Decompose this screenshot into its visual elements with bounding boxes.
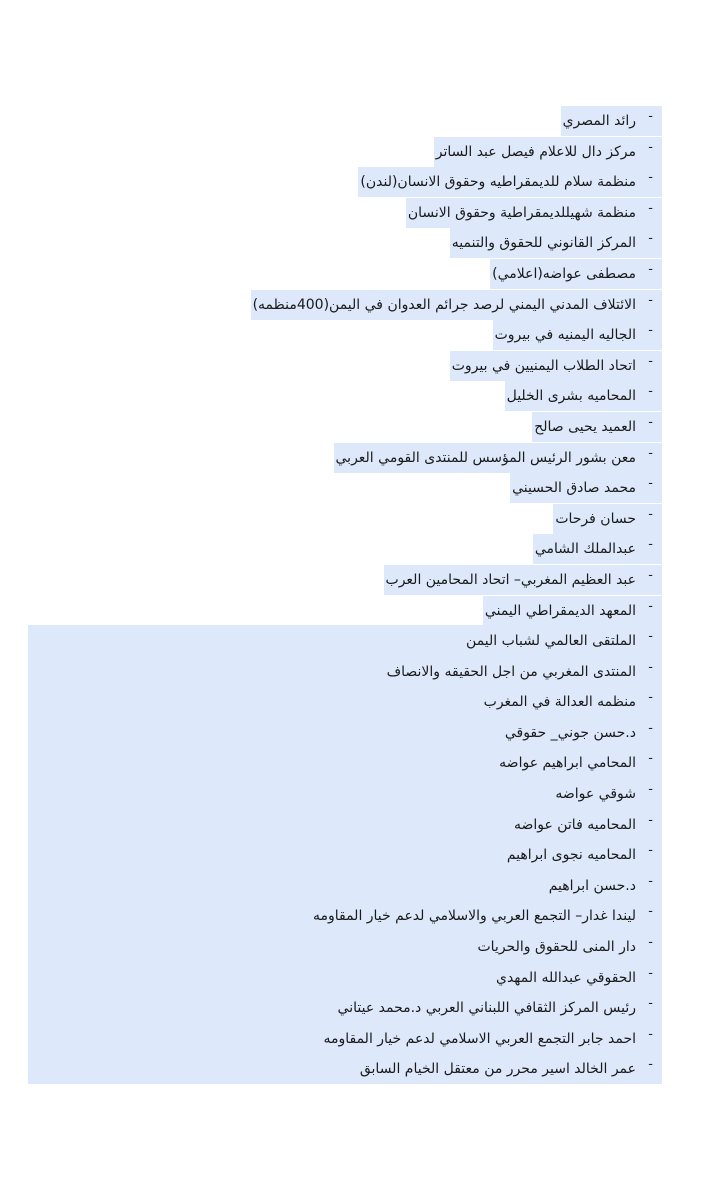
list-bullet: -: [648, 292, 653, 308]
list-item: [0, 657, 720, 688]
list-item-text[interactable]: شوقي عواضه: [555, 786, 636, 803]
list-item-text[interactable]: عبد العظيم المغربي– اتحاد المحامين العرب: [384, 565, 636, 595]
list-bullet: -: [648, 873, 653, 889]
list-item: [0, 596, 720, 627]
list-item: [0, 1024, 720, 1055]
list-bullet: -: [648, 414, 653, 430]
list-item: [0, 473, 720, 504]
list-item: [0, 167, 720, 198]
list-item: [0, 381, 720, 412]
list-item-text[interactable]: العميد يحيى صالح: [532, 412, 636, 442]
list-item-text[interactable]: الحقوقي عبدالله المهدي: [496, 969, 636, 986]
list-bullet: -: [648, 506, 653, 522]
list-bullet: -: [648, 598, 653, 614]
list-bullet: -: [648, 200, 653, 216]
list-bullet: -: [648, 751, 653, 767]
list-bullet: -: [648, 384, 653, 400]
list-item: [0, 810, 720, 841]
list-item-text[interactable]: د.حسن جوني_ حقوقي: [504, 724, 636, 741]
list-item-text[interactable]: المحاميه فاتن عواضه: [513, 816, 636, 833]
list-item: [0, 779, 720, 810]
list-item: [0, 840, 720, 871]
names-list: [0, 106, 720, 1085]
list-item: [0, 993, 720, 1024]
list-item: [0, 534, 720, 565]
list-item-text[interactable]: المحامي ابراهيم عواضه: [499, 755, 636, 772]
list-bullet: -: [648, 170, 653, 186]
list-item-text[interactable]: عبدالملك الشامي: [533, 534, 636, 564]
list-item: [0, 1054, 720, 1085]
list-item: [0, 137, 720, 168]
list-item-text[interactable]: الائتلاف المدني اليمني لرصد جرائم العدوان في اليمن(400منظمه): [251, 290, 636, 320]
list-item-text[interactable]: منظمة سلام للديمقراطيه وحقوق الانسان(لندن): [358, 167, 636, 197]
list-bullet: -: [648, 996, 653, 1012]
list-item-text[interactable]: عمر الخالد اسير محرر من معتقل الخيام السابق: [359, 1061, 636, 1078]
list-item: [0, 932, 720, 963]
list-bullet: -: [648, 720, 653, 736]
list-item-text[interactable]: اتحاد الطلاب اليمنيين في بيروت: [450, 351, 636, 381]
list-bullet: -: [648, 659, 653, 675]
list-item-text[interactable]: محمد صادق الحسيني: [510, 473, 636, 503]
list-item-text[interactable]: مصطفى عواضه(اعلامي): [490, 259, 636, 289]
list-item: [0, 871, 720, 902]
list-bullet: -: [648, 109, 653, 124]
list-bullet: -: [648, 353, 653, 369]
list-item-text[interactable]: د.حسن ابراهيم: [548, 877, 636, 894]
list-bullet: -: [648, 476, 653, 492]
list-bullet: -: [648, 139, 653, 155]
list-item: [0, 198, 720, 229]
list-bullet: -: [648, 1057, 653, 1073]
list-bullet: -: [648, 537, 653, 553]
list-item: [0, 718, 720, 749]
list-item-text[interactable]: ليندا غدار– التجمع العربي والاسلامي لدعم خيار المقاومه: [312, 908, 636, 925]
list-bullet: -: [648, 965, 653, 981]
list-item-text[interactable]: الملتقى العالمي لشباب اليمن: [466, 633, 636, 650]
list-item: [0, 626, 720, 657]
list-item-text[interactable]: منظمة شهيللديمقراطية وحقوق الانسان: [406, 198, 636, 228]
list-bullet: -: [648, 904, 653, 920]
list-bullet: -: [648, 567, 653, 583]
list-item-text[interactable]: المعهد الديمقراطي اليمني: [483, 596, 636, 626]
list-item: [0, 687, 720, 718]
list-item-text[interactable]: المركز القانوني للحقوق والتنميه: [450, 228, 636, 258]
list-item: [0, 748, 720, 779]
list-item-text[interactable]: رئيس المركز الثقافي اللبناني العربي د.محمد عيتاني: [337, 1000, 636, 1017]
list-item: [0, 320, 720, 351]
list-bullet: -: [648, 1026, 653, 1042]
list-item-text[interactable]: معن بشور الرئيس المؤسس للمنتدى القومي العربي: [334, 443, 637, 473]
list-item-text[interactable]: مركز دال للاعلام فيصل عبد الساتر: [434, 137, 636, 167]
list-item-text[interactable]: منظمه العدالة في المغرب: [483, 694, 636, 711]
list-bullet: -: [648, 445, 653, 461]
list-item: [0, 351, 720, 382]
list-item: [0, 259, 720, 290]
list-item-text[interactable]: حسان فرحات: [553, 504, 636, 534]
list-item-text[interactable]: دار المنى للحقوق والحريات: [477, 939, 636, 956]
list-item: [0, 290, 720, 321]
list-item-text[interactable]: الجاليه اليمنيه في بيروت: [493, 320, 636, 350]
list-bullet: -: [648, 782, 653, 798]
list-item-text[interactable]: احمد جابر التجمع العربي الاسلامي لدعم خيار المقاومه: [323, 1030, 636, 1047]
list-bullet: -: [648, 231, 653, 247]
list-item: [0, 106, 720, 137]
list-bullet: -: [648, 690, 653, 706]
list-item-text[interactable]: رائد المصري: [561, 106, 636, 136]
list-item: [0, 504, 720, 535]
list-item: [0, 565, 720, 596]
list-item: [0, 228, 720, 259]
list-item: [0, 412, 720, 443]
list-bullet: -: [648, 261, 653, 277]
list-item: [0, 443, 720, 474]
list-bullet: -: [648, 323, 653, 339]
list-item-text[interactable]: المحاميه نجوى ابراهيم: [506, 847, 636, 864]
list-item: [0, 901, 720, 932]
list-item-text[interactable]: المنتدى المغربي من اجل الحقيقه والانصاف: [386, 663, 636, 680]
list-item: [0, 963, 720, 994]
list-bullet: -: [648, 935, 653, 951]
list-bullet: -: [648, 812, 653, 828]
list-item-text[interactable]: المحاميه بشرى الخليل: [505, 381, 636, 411]
list-bullet: -: [648, 843, 653, 859]
list-bullet: -: [648, 629, 653, 645]
